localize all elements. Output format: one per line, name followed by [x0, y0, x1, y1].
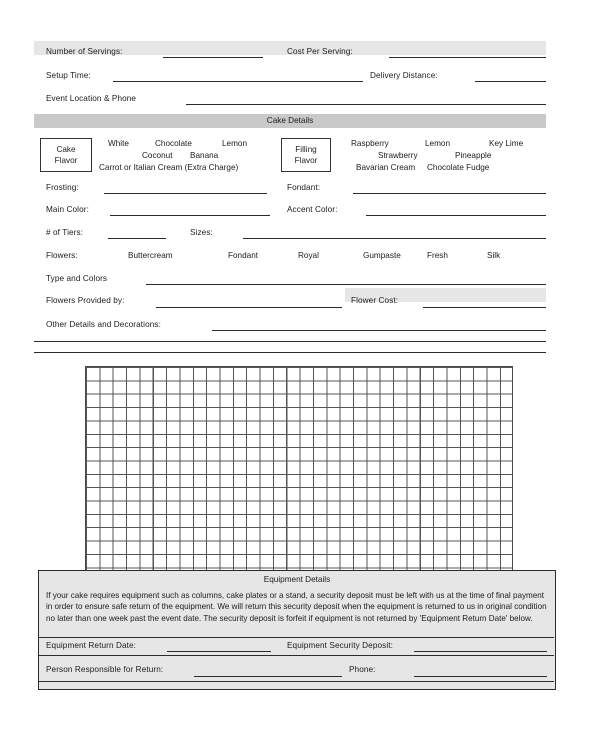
flower-option-silk[interactable]: Silk [487, 251, 501, 260]
sizes-input[interactable] [243, 238, 546, 239]
equipment-row-divider [39, 655, 554, 656]
other-details-decorations-input[interactable] [212, 330, 546, 331]
flowers-label: Flowers: [46, 251, 78, 260]
frosting-input[interactable] [104, 193, 267, 194]
cost-per-serving-input[interactable] [389, 57, 546, 58]
fondant-input[interactable] [353, 193, 546, 194]
filling-flavor-option-chocolate-fudge[interactable]: Chocolate Fudge [427, 163, 490, 172]
flower-cost-label: Flower Cost: [351, 296, 399, 305]
number-of-tiers-input[interactable] [108, 238, 166, 239]
cake-details-header: Cake Details [34, 114, 546, 128]
cake-flavor-option-lemon[interactable]: Lemon [222, 139, 248, 148]
filling-flavor-box-line2: Flavor [294, 156, 318, 165]
flower-option-royal[interactable]: Royal [298, 251, 319, 260]
filling-flavor-box[interactable] [281, 138, 331, 172]
type-and-colors-label: Type and Colors [46, 274, 108, 283]
event-location-phone-label: Event Location & Phone [46, 94, 137, 103]
equipment-paragraph-divider [39, 637, 554, 638]
equipment-details-panel [38, 570, 556, 690]
cake-flavor-box-line1: Cake [56, 145, 76, 154]
cake-flavor-option-white[interactable]: White [108, 139, 129, 148]
filling-flavor-option-strawberry[interactable]: Strawberry [378, 151, 418, 160]
main-color-label: Main Color: [46, 205, 89, 214]
delivery-distance-label: Delivery Distance: [370, 71, 438, 80]
equipment-security-deposit-label: Equipment Security Deposit: [287, 641, 394, 650]
cake-flavor-box-line2: Flavor [54, 156, 78, 165]
person-responsible-for-return-input[interactable] [194, 676, 342, 677]
filling-flavor-option-pineapple[interactable]: Pineapple [455, 151, 492, 160]
section-divider-lower [34, 352, 546, 353]
fondant-label: Fondant: [287, 183, 321, 192]
filling-flavor-option-key-lime[interactable]: Key Lime [489, 139, 524, 148]
cake-flavor-option-chocolate[interactable]: Chocolate [155, 139, 192, 148]
setup-time-label: Setup Time: [46, 71, 91, 80]
filling-flavor-option-raspberry[interactable]: Raspberry [351, 139, 389, 148]
number-of-servings-input[interactable] [163, 57, 263, 58]
equipment-details-paragraph: If your cake requires equipment such as columns, cake plates or a stand, a security deposit must be left with us at the time of final payment in order to ensure safe return of the equipment. We will return this security deposit when the equipment is returned to us in original condition no later than one week past the event date. The security deposit is forfeit if equipment is not returned by 'Equipment Return Date' below. [46, 591, 547, 623]
cake-design-sketch-grid[interactable] [85, 366, 513, 573]
equipment-security-deposit-input[interactable] [414, 651, 547, 652]
main-color-input[interactable] [110, 215, 270, 216]
sizes-label: Sizes: [190, 228, 213, 237]
flower-option-fondant[interactable]: Fondant [228, 251, 259, 260]
other-details-decorations-label: Other Details and Decorations: [46, 320, 161, 329]
flower-option-buttercream[interactable]: Buttercream [128, 251, 173, 260]
setup-time-input[interactable] [113, 81, 363, 82]
delivery-distance-input[interactable] [475, 81, 546, 82]
equipment-phone-input[interactable] [414, 676, 547, 677]
event-location-phone-input[interactable] [186, 104, 546, 105]
cake-flavor-option-carrot-italian-cream[interactable]: Carrot or Italian Cream (Extra Charge) [99, 163, 239, 172]
cake-flavor-option-banana[interactable]: Banana [190, 151, 219, 160]
flowers-provided-by-input[interactable] [156, 307, 342, 308]
number-of-tiers-label: # of Tiers: [46, 228, 84, 237]
section-divider-upper [34, 341, 546, 342]
flower-cost-input[interactable] [423, 307, 546, 308]
flower-option-gumpaste[interactable]: Gumpaste [363, 251, 401, 260]
filling-flavor-option-lemon[interactable]: Lemon [425, 139, 451, 148]
equipment-return-date-label: Equipment Return Date: [46, 641, 137, 650]
equipment-bottom-divider [39, 681, 554, 682]
equipment-details-header: Equipment Details [263, 575, 331, 584]
equipment-return-date-input[interactable] [167, 651, 271, 652]
number-of-servings-label: Number of Servings: [46, 47, 123, 56]
filling-flavor-box-line1: Filling [295, 145, 317, 154]
accent-color-input[interactable] [366, 215, 546, 216]
accent-color-label: Accent Color: [287, 205, 338, 214]
frosting-label: Frosting: [46, 183, 79, 192]
person-responsible-for-return-label: Person Responsible for Return: [46, 665, 164, 674]
type-and-colors-input[interactable] [146, 284, 546, 285]
flowers-provided-by-label: Flowers Provided by: [46, 296, 125, 305]
cake-flavor-option-coconut[interactable]: Coconut [142, 151, 173, 160]
flower-option-fresh[interactable]: Fresh [427, 251, 448, 260]
cost-per-serving-label: Cost Per Serving: [287, 47, 353, 56]
cake-flavor-box[interactable] [40, 138, 92, 172]
filling-flavor-option-bavarian-cream[interactable]: Bavarian Cream [356, 163, 416, 172]
equipment-phone-label: Phone: [349, 665, 376, 674]
